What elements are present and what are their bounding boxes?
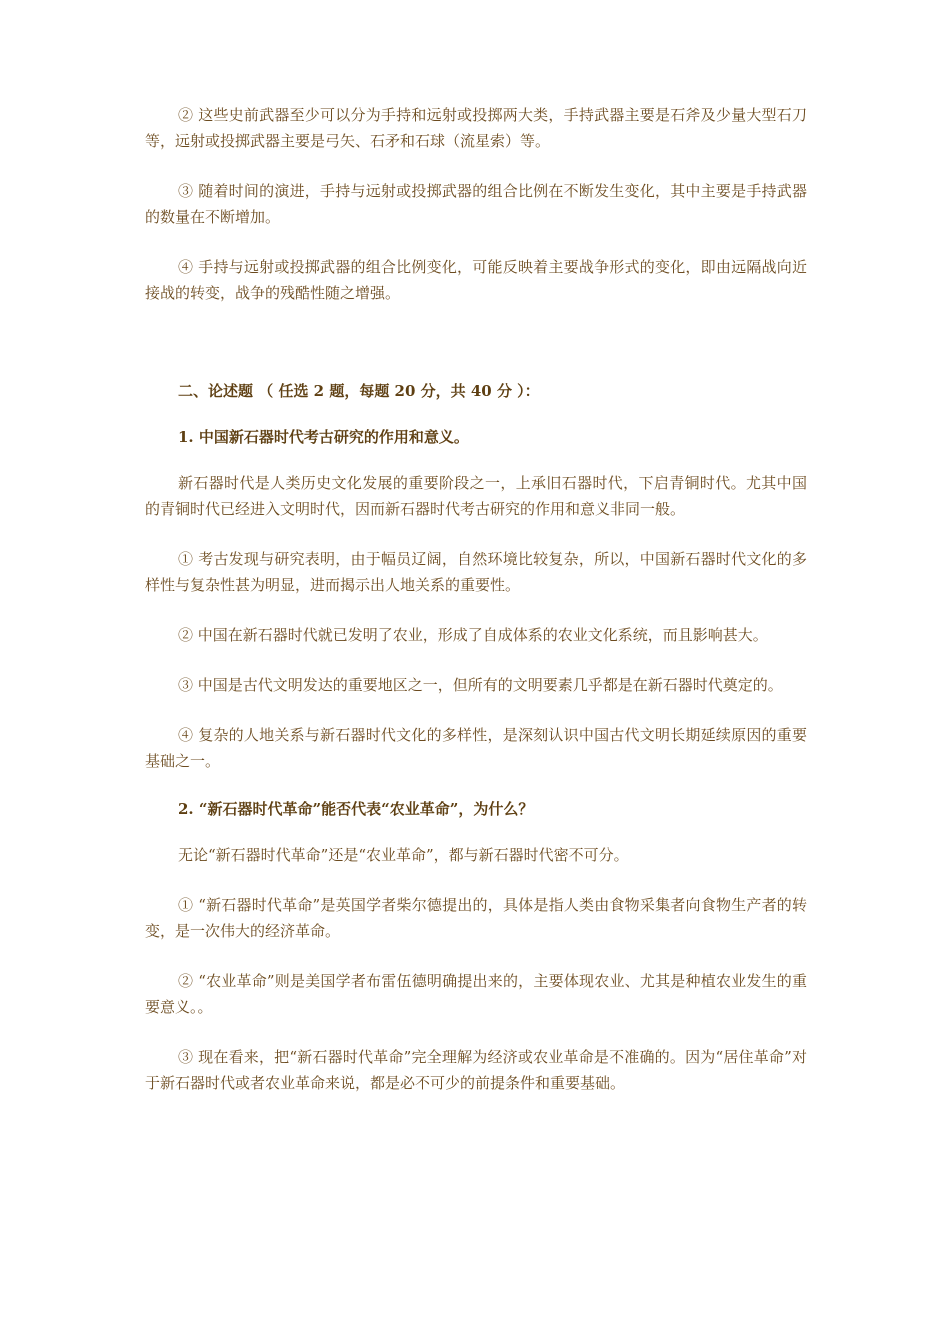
question-1-item-1: ① 考古发现与研究表明，由于幅员辽阔，自然环境比较复杂，所以，中国新石器时代文化的多样性与复杂性甚为明显，进而揭示出人地关系的重要性。 — [145, 550, 807, 594]
question-2-item-1: ① “新石器时代革命”是英国学者柴尔德提出的，具体是指人类由食物采集者向食物生产者的转变，是一次伟大的经济革命。 — [145, 896, 807, 940]
part1-item-3: ③ 随着时间的演进，手持与远射或投掷武器的组合比例在不断发生变化，其中主要是手持武器的数量在不断增加。 — [145, 182, 807, 226]
question-2-item-3: ③ 现在看来，把“新石器时代革命”完全理解为经济或农业革命是不准确的。因为“居住革命”对于新石器时代或者农业革命来说，都是必不可少的前提条件和重要基础。 — [145, 1048, 807, 1092]
part1-item-2: ② 这些史前武器至少可以分为手持和远射或投掷两大类，手持武器主要是石斧及少量大型石刀等，远射或投掷武器主要是弓矢、石矛和石球（流星索）等。 — [145, 106, 807, 150]
section-2-title: 二、论述题 （ 任选 2 题，每题 20 分，共 40 分 ）： — [178, 382, 540, 400]
document-page — [145, 98, 807, 1096]
question-2-intro: 无论“新石器时代革命”还是“农业革命”，都与新石器时代密不可分。 — [178, 846, 629, 864]
question-1-intro: 新石器时代是人类历史文化发展的重要阶段之一，上承旧石器时代，下启青铜时代。尤其中国的青铜时代已经进入文明时代，因而新石器时代考古研究的作用和意义非同一般。 — [145, 474, 807, 518]
question-1-item-2: ② 中国在新石器时代就已发明了农业，形成了自成体系的农业文化系统，而且影响甚大。 — [178, 626, 768, 644]
question-2-item-2: ② “农业革命”则是美国学者布雷伍德明确提出来的，主要体现农业、尤其是种植农业发生的重要意义。。 — [145, 972, 807, 1016]
question-2-title: 2. “新石器时代革命”能否代表“农业革命”，为什么？ — [178, 800, 534, 818]
question-1-title: 1. 中国新石器时代考古研究的作用和意义。 — [178, 428, 469, 446]
question-1-item-4: ④ 复杂的人地关系与新石器时代文化的多样性，是深刻认识中国古代文明长期延续原因的重要基础之一。 — [145, 726, 807, 770]
question-1-item-3: ③ 中国是古代文明发达的重要地区之一，但所有的文明要素几乎都是在新石器时代奠定的。 — [178, 676, 783, 694]
part1-item-4: ④ 手持与远射或投掷武器的组合比例变化，可能反映着主要战争形式的变化，即由远隔战向近接战的转变，战争的残酷性随之增强。 — [145, 258, 807, 302]
